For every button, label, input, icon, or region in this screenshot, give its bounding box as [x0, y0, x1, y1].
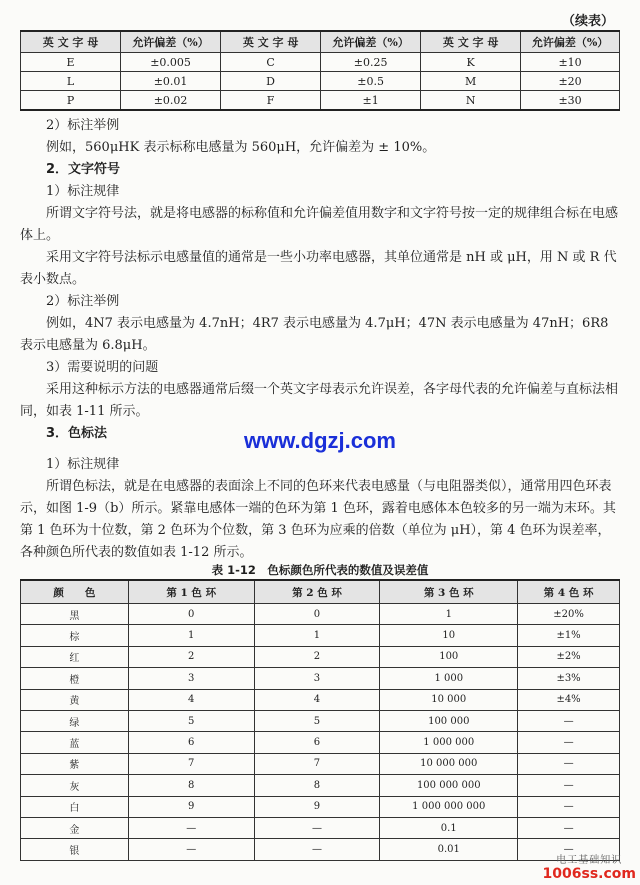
table-cell: 红 [21, 646, 129, 667]
section-heading: 2．文字符号 [46, 162, 121, 177]
table-cell: ±1 [321, 91, 421, 111]
table-cell: 黄 [21, 689, 129, 710]
table-row [21, 625, 620, 646]
table-row [21, 668, 620, 689]
table-row [21, 753, 620, 774]
column-header: 第 1 色 环 [128, 580, 254, 604]
column-header: 英 文 字 母 [21, 31, 121, 53]
body-text-2 [20, 454, 620, 564]
subheading: 1）标注规律 [46, 457, 120, 472]
brand-line-2: 1006ss.com [542, 866, 636, 882]
table-cell: — [518, 710, 620, 731]
column-header: 英 文 字 母 [221, 31, 321, 53]
column-header: 第 2 色 环 [254, 580, 380, 604]
paragraph: 采用这种标示方法的电感器通常后缀一个英文字母表示允许误差，各字母代表的允许偏差与直标法相同，如表 1-11 所示。 [20, 382, 619, 419]
table-cell: 2 [254, 646, 380, 667]
table-row [21, 796, 620, 817]
table-row [21, 53, 620, 72]
table-cell: ±0.01 [121, 72, 221, 91]
table-row [21, 710, 620, 731]
paragraph: 采用文字符号法标示电感量值的通常是一些小功率电感器，其单位通常是 nH 或 μH，用 N 或 R 代表小数点。 [20, 250, 617, 287]
table-cell: 1 000 000 [380, 732, 518, 753]
table-cell: C [221, 53, 321, 72]
table-cell: 1 [254, 625, 380, 646]
table-caption: 表 1-12 色标颜色所代表的数值及误差值 [211, 563, 429, 577]
table-cell: — [518, 817, 620, 838]
table-cell: 7 [254, 753, 380, 774]
table-cell: N [421, 91, 521, 111]
table-cell: 100 000 [380, 710, 518, 731]
table-cell: F [221, 91, 321, 111]
table-cell: 0 [254, 604, 380, 625]
table-cell: — [518, 753, 620, 774]
table-cell: 3 [254, 668, 380, 689]
table-row [21, 817, 620, 838]
table-cell: 6 [128, 732, 254, 753]
table-row [21, 689, 620, 710]
table-cell: ±0.02 [121, 91, 221, 111]
column-header: 允许偏差（%） [121, 31, 221, 53]
table-cell: — [518, 839, 620, 860]
site-brand[interactable] [543, 851, 636, 882]
table-cell: 10 000 000 [380, 753, 518, 774]
table-cell: P [21, 91, 121, 111]
table-body [21, 53, 620, 111]
column-header: 允许偏差（%） [521, 31, 620, 53]
paragraph: 例如，4N7 表示电感量为 4.7nH；4R7 表示电感量为 4.7μH；47N 表示电感量为 47nH；6R8 表示电感量为 6.8μH。 [20, 316, 609, 353]
table-cell: 100 000 000 [380, 775, 518, 796]
table-cell: — [518, 732, 620, 753]
tolerance-letter-table [20, 30, 620, 111]
table-cell: 5 [254, 710, 380, 731]
table-cell: 2 [128, 646, 254, 667]
table-cell: — [518, 796, 620, 817]
column-header: 允许偏差（%） [321, 31, 421, 53]
table-cell: 1 000 000 000 [380, 796, 518, 817]
body-text [20, 115, 620, 445]
table-row [21, 646, 620, 667]
watermark[interactable]: www.dgzj.com [244, 428, 396, 453]
table-cell: — [518, 775, 620, 796]
table-row [21, 775, 620, 796]
table-cell: 绿 [21, 710, 129, 731]
table-cell: 100 [380, 646, 518, 667]
table-cell: 9 [128, 796, 254, 817]
table-cell: 8 [254, 775, 380, 796]
table-cell: 0.1 [380, 817, 518, 838]
table-cell: 白 [21, 796, 129, 817]
column-header: 第 3 色 环 [380, 580, 518, 604]
color-code-table [20, 579, 620, 861]
table-cell: ±0.5 [321, 72, 421, 91]
table-row [21, 91, 620, 111]
table-cell: E [21, 53, 121, 72]
table-cell: 10 [380, 625, 518, 646]
paragraph: 例如，560μHK 表示标称电感量为 560μH，允许偏差为 ± 10%。 [46, 140, 436, 155]
continued-label: （续表） [561, 14, 614, 29]
table-cell: 金 [21, 817, 129, 838]
subheading: 3）需要说明的问题 [46, 360, 159, 375]
table-cell: ±20% [518, 604, 620, 625]
table-cell: 5 [128, 710, 254, 731]
table-cell: 1 [380, 604, 518, 625]
table-cell: 8 [128, 775, 254, 796]
subheading: 2）标注举例 [46, 294, 120, 309]
table-cell: — [128, 817, 254, 838]
table-cell: 4 [128, 689, 254, 710]
table-cell: 1 000 [380, 668, 518, 689]
paragraph: 所谓文字符号法，就是将电感器的标称值和允许偏差值用数字和文字符号按一定的规律组合标在电感体上。 [20, 206, 619, 243]
table-cell: 3 [128, 668, 254, 689]
table-cell: L [21, 72, 121, 91]
table-header-row [21, 580, 620, 604]
table-cell: ±30 [521, 91, 620, 111]
table-cell: ±1% [518, 625, 620, 646]
table-cell: 4 [254, 689, 380, 710]
table-body [21, 604, 620, 861]
table-cell: ±0.005 [121, 53, 221, 72]
table-cell: K [421, 53, 521, 72]
table-cell: ±0.25 [321, 53, 421, 72]
column-header: 英 文 字 母 [421, 31, 521, 53]
table-header-row [21, 31, 620, 53]
table-cell: — [128, 839, 254, 860]
table-cell: M [421, 72, 521, 91]
subheading: 2）标注举例 [46, 118, 120, 133]
table-cell: ±4% [518, 689, 620, 710]
table-cell: 0 [128, 604, 254, 625]
table-cell: — [254, 839, 380, 860]
table-row [21, 72, 620, 91]
table-cell: 0.01 [380, 839, 518, 860]
table-row [21, 604, 620, 625]
subheading: 1）标注规律 [46, 184, 120, 199]
section-heading: 3．色标法 [46, 426, 108, 441]
table-cell: ±20 [521, 72, 620, 91]
table-cell: — [254, 817, 380, 838]
table-cell: 银 [21, 839, 129, 860]
table-cell: 10 000 [380, 689, 518, 710]
table-cell: D [221, 72, 321, 91]
table-cell: 6 [254, 732, 380, 753]
table-row [21, 732, 620, 753]
table-cell: ±3% [518, 668, 620, 689]
table-cell: ±10 [521, 53, 620, 72]
table-cell: ±2% [518, 646, 620, 667]
table-cell: 9 [254, 796, 380, 817]
table-cell: 灰 [21, 775, 129, 796]
table-cell: 蓝 [21, 732, 129, 753]
column-header: 颜 色 [21, 580, 129, 604]
column-header: 第 4 色 环 [518, 580, 620, 604]
table-cell: 橙 [21, 668, 129, 689]
table-cell: 1 [128, 625, 254, 646]
table-cell: 黑 [21, 604, 129, 625]
table-cell: 7 [128, 753, 254, 774]
table-cell: 紫 [21, 753, 129, 774]
table-cell: 棕 [21, 625, 129, 646]
paragraph: 所谓色标法，就是在电感器的表面涂上不同的色环来代表电感量（与电阻器类似），通常用四色环表示，如图 1-9（b）所示。紧靠电感体一端的色环为第 1 色环，露着电感体本色较多的另一端为末环。其第 1 色环为十位数，第 2 色环为个位数，第 3 色环为应乘的倍数（单位为 μH），第 4 色环为误差率，各种颜色所代表的数值如表 1-12 所示。 [20, 479, 616, 560]
brand-line-1: 电工基础知识 [556, 855, 623, 866]
table-row [21, 839, 620, 860]
